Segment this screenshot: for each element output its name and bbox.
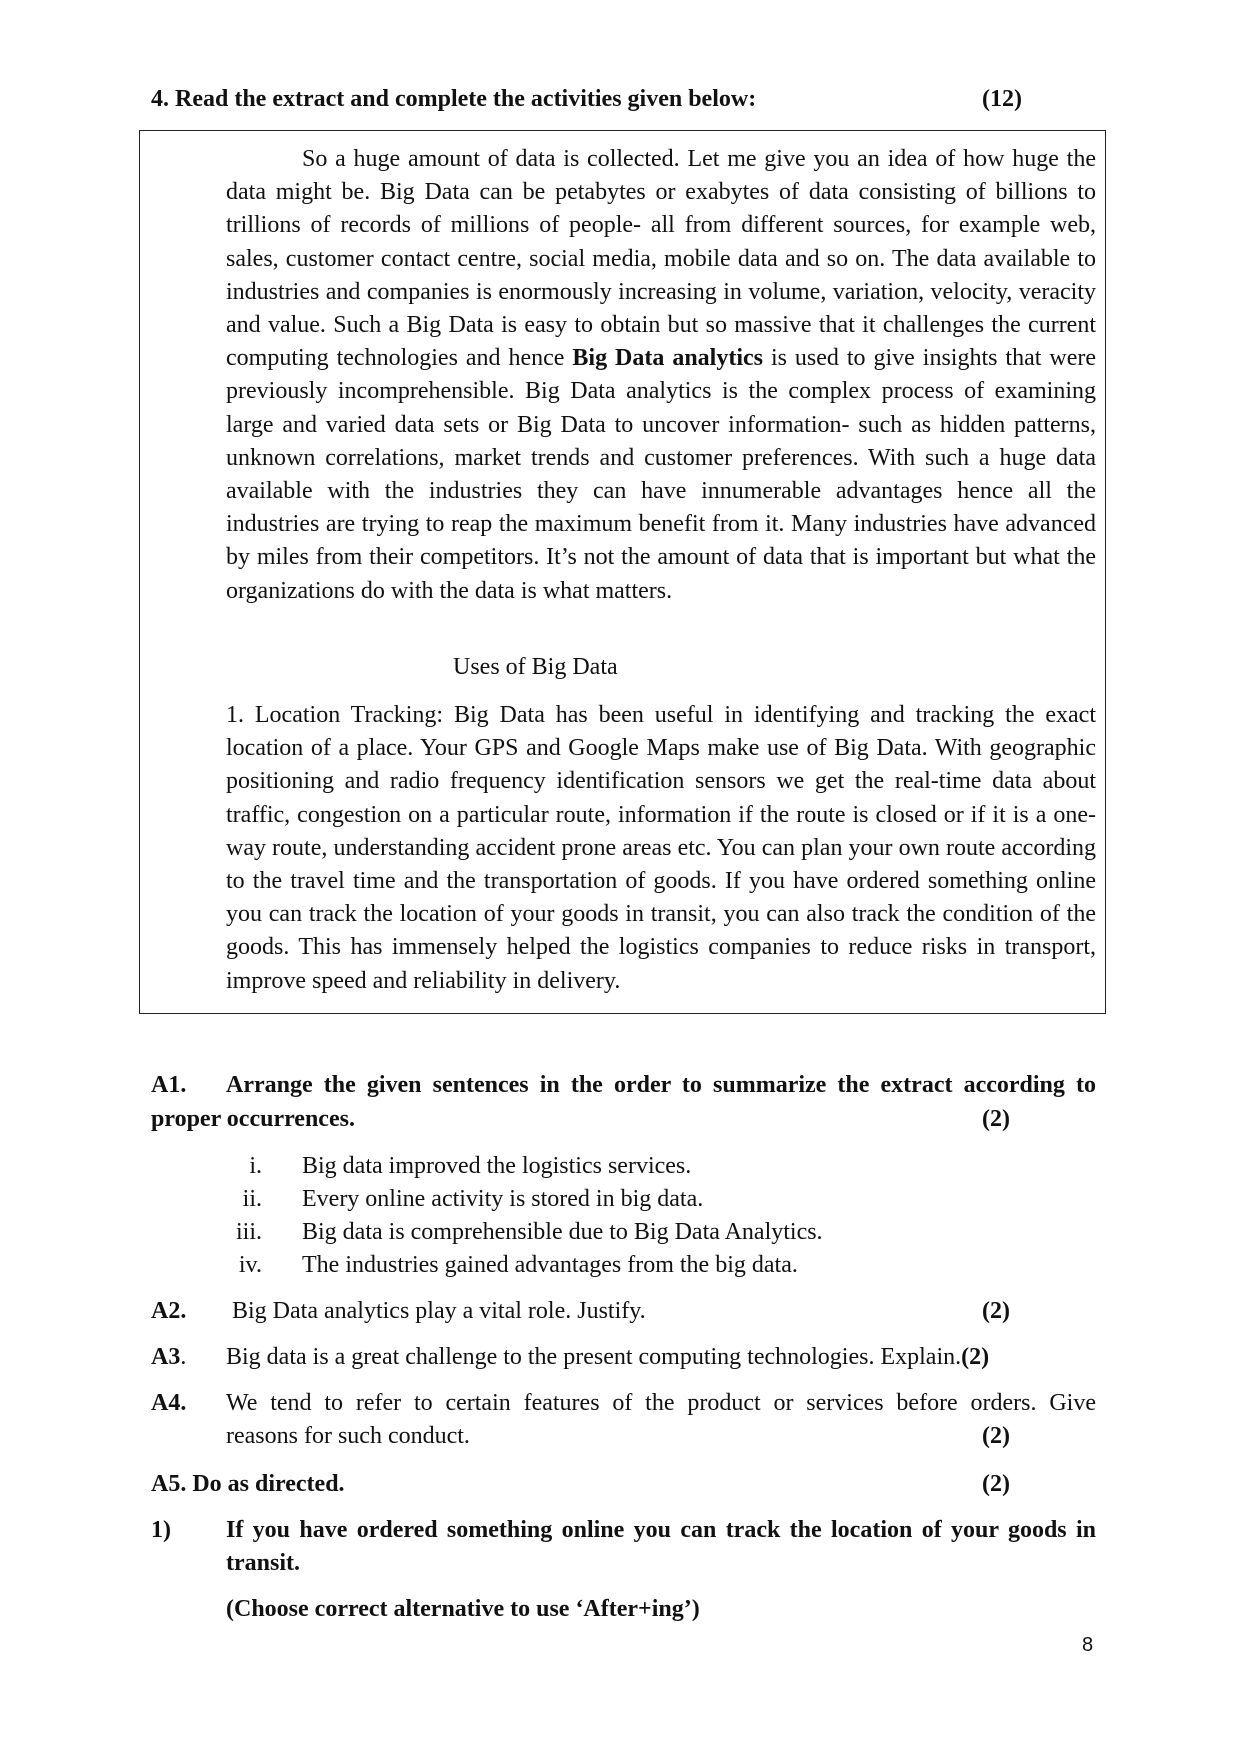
- a2-text: Big Data analytics play a vital role. Justify.: [232, 1298, 646, 1324]
- a1-item-num: ii.: [242, 1186, 262, 1212]
- a2-marks: (2): [982, 1298, 1010, 1324]
- a5-q1-line-2: transit.: [226, 1550, 300, 1576]
- a5-q1-line-1: If you have ordered something online you can track the location of your goods in: [226, 1517, 1096, 1543]
- a1-text-line-1: Arrange the given sentences in the order to summarize the extract according to: [226, 1072, 1096, 1098]
- a4-label: A4.: [151, 1390, 187, 1416]
- a5-label: A5. Do as directed.: [151, 1471, 345, 1497]
- a3-line: [226, 1344, 989, 1371]
- extract-subheading: Uses of Big Data: [453, 654, 618, 680]
- a1-item-num: iv.: [238, 1252, 262, 1278]
- extract-paragraph-1-part-a: So a huge amount of data is collected. Let me give you an idea of how huge the data might be. Big Data can be petabytes or exabytes of data consisting of billions to trillions of records of millions of people- all from different sources, for example web, sales, customer contact centre, social media, mobile data and so on. The data available to industries and companies is enormously increasing in volume, variation, velocity, veracity and value. Such a Big Data is easy to obtain but so massive that it challenges the current computing technologies and hence: [226, 146, 1096, 372]
- a3-label-dot: .: [180, 1344, 187, 1370]
- a3-text: Big data is a great challenge to the present computing technologies. Explain.: [226, 1344, 962, 1370]
- a4-text-line-1: We tend to refer to certain features of the product or services before orders. Give: [226, 1390, 1096, 1416]
- a1-text-line-2: proper occurrences.: [151, 1106, 355, 1132]
- a1-item-text: The industries gained advantages from the big data.: [302, 1252, 798, 1278]
- extract-paragraph-1: [226, 143, 1096, 608]
- page-number: 8: [1082, 1634, 1094, 1656]
- a1-item-text: Big data is comprehensible due to Big Data Analytics.: [302, 1219, 823, 1245]
- a3-label: A3: [151, 1344, 181, 1370]
- a1-item-text: Every online activity is stored in big data.: [302, 1186, 704, 1212]
- a1-item-text: Big data improved the logistics services.: [302, 1153, 692, 1179]
- a1-item-num: iii.: [235, 1219, 262, 1245]
- a5-marks: (2): [982, 1471, 1010, 1497]
- question-title: 4. Read the extract and complete the activities given below:: [151, 86, 757, 112]
- extract-paragraph-2: 1. Location Tracking: Big Data has been useful in identifying and tracking the exact location of a place. Your GPS and Google Maps make use of Big Data. With geographic positioning and radio frequency identification sensors we get the real-time data about traffic, congestion on a particular route, information if the route is closed or if it is a one-way route, understanding accident prone areas etc. You can plan your own route according to the travel time and the transportation of goods. If you have ordered something online you can track the location of your goods in transit, you can also track the condition of the goods. This has immensely helped the logistics companies to reduce risks in transport, improve speed and reliability in delivery.: [226, 702, 1096, 994]
- a5-q1-instruction: (Choose correct alternative to use ‘After+ing’): [226, 1596, 700, 1622]
- a1-item-num: i.: [249, 1153, 262, 1179]
- extract-paragraph-1-part-b: is used to give insights that were previously incomprehensible. Big Data analytics is the complex process of examining large and varied data sets or Big Data to uncover information- such as hidden patterns, unknown correlations, market trends and customer preferences. With such a huge data available with the industries they can have innumerable advantages hence all the industries are trying to reap the maximum benefit from it. Many industries have advanced by miles from their competitors. It’s not the amount of data that is important but what the organizations do with the data is what matters.: [226, 345, 1096, 604]
- a1-label: A1.: [151, 1072, 187, 1098]
- extract-bold-term: Big Data analytics: [572, 345, 763, 372]
- a1-marks: (2): [982, 1106, 1010, 1132]
- question-marks: (12): [982, 86, 1022, 112]
- a4-text-line-2: reasons for such conduct.: [226, 1423, 470, 1449]
- a3-marks: (2): [961, 1344, 990, 1370]
- a2-label: A2.: [151, 1298, 187, 1324]
- a4-marks: (2): [982, 1423, 1010, 1449]
- a3-label-row: [151, 1344, 186, 1371]
- a5-q1-number: 1): [151, 1517, 171, 1543]
